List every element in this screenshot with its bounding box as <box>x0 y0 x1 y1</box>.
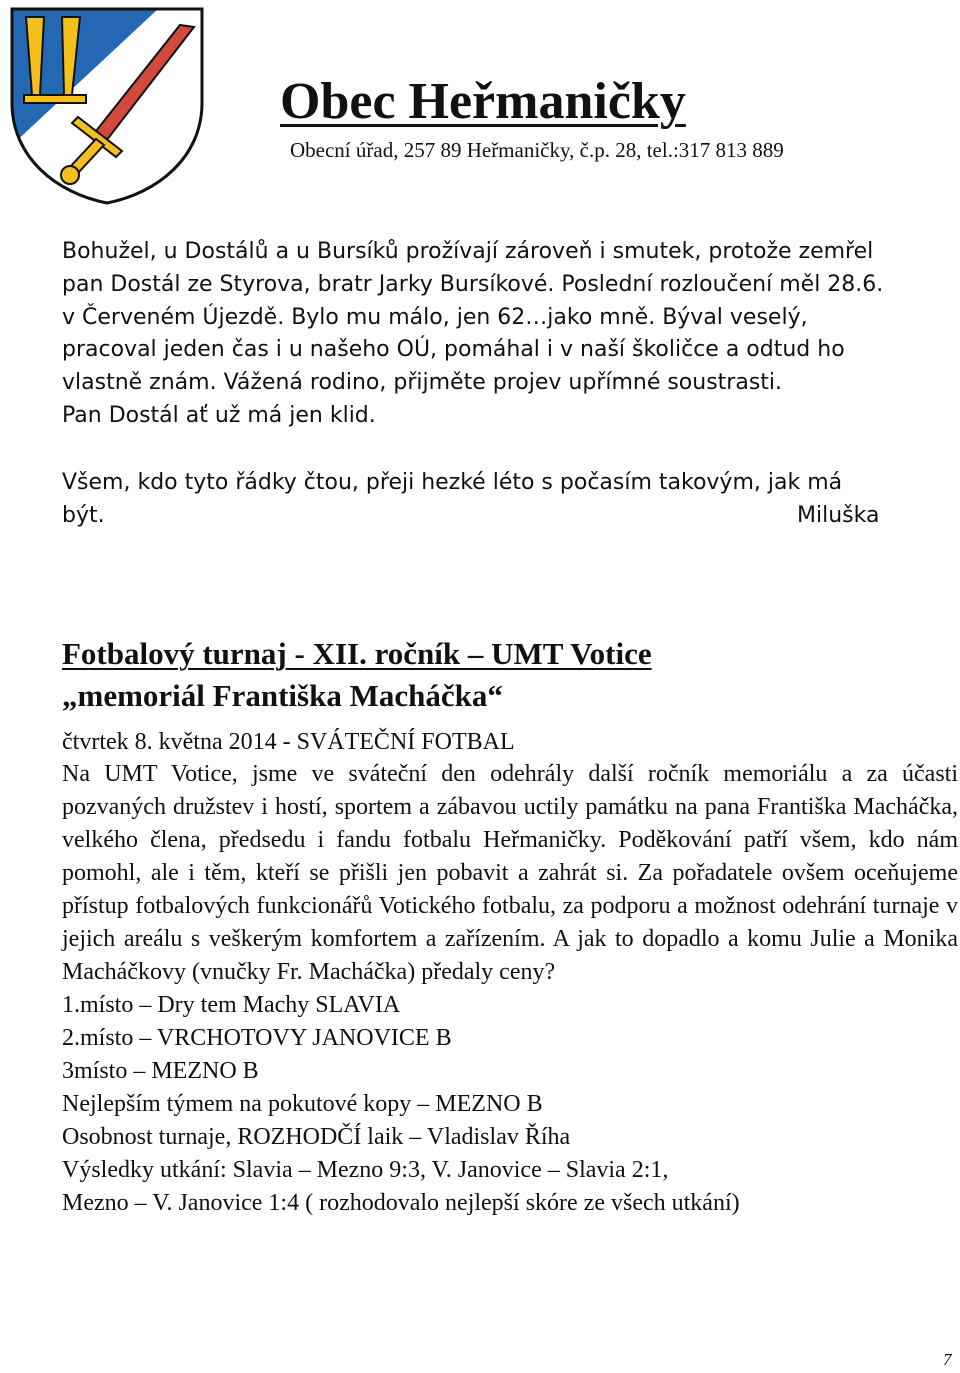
memorial-heading: „memoriál Františka Macháčka“ <box>62 678 503 713</box>
page-number: 7 <box>943 1350 952 1369</box>
result-item: 3místo – MEZNO B <box>62 1058 259 1084</box>
results-list <box>62 989 958 1220</box>
page-title: Obec Heřmaničky <box>280 73 686 130</box>
result-item: Nejlepším týmem na pokutové kopy – MEZNO B <box>62 1091 543 1117</box>
football-report <box>62 758 958 1220</box>
condolence-text: Bohužel, u Dostálů a u Bursíků prožívají zároveň i smutek, protože zemřel pan Dostál ze Styrova, bratr Jarky Bursíkové. Poslední rozloučení měl 28.6. v Červeném Újezdě. Bylo mu málo, jen 62…jako mně. Býval veselý, pracoval jeden čas i u našeho OÚ, pomáhal i v naší školičce a odtud ho vlastně znám. Vážená rodino, přijměte projev upřímné soustrasti. <box>62 239 884 396</box>
result-item: Mezno – V. Janovice 1:4 ( rozhodovalo nejlepší skóre ze všech utkání) <box>62 1190 740 1216</box>
event-date-line: čtvrtek 8. května 2014 - SVÁTEČNÍ FOTBAL <box>62 729 515 755</box>
result-item: 1.místo – Dry tem Machy SLAVIA <box>62 992 401 1018</box>
coat-of-arms-logo <box>8 5 206 205</box>
result-item: Výsledky utkání: Slavia – Mezno 9:3, V. Janovice – Slavia 2:1, <box>62 1157 669 1183</box>
signature: Miluška <box>797 502 880 528</box>
crest-tine-bar <box>24 95 86 103</box>
condolence-closing: Pan Dostál ať už má jen klid. <box>62 402 376 428</box>
condolence-section <box>62 236 902 433</box>
result-item: 2.místo – VRCHOTOVY JANOVICE B <box>62 1025 452 1051</box>
football-heading: Fotbalový turnaj - XII. ročník – UMT Votice <box>62 636 652 671</box>
wishes-section <box>62 467 902 532</box>
wishes-line-1: Všem, kdo tyto řádky čtou, přeji hezké léto s počasím takovým, jak má <box>62 470 843 495</box>
wishes-line-2: být. <box>62 502 105 528</box>
football-report-text: Na UMT Votice, jsme ve sváteční den odehrály další ročník memoriálu a za účasti pozvaných družstev i hostí, sportem a zábavou uctily památku na pana Františka Macháčka, velkého člena, předsedu i fandu fotbalu Heřmaničky. Poděkování patří všem, kdo nám pomohl, ale i těm, kteří se přišli jen pobavit a zahrát si. Za pořadatele ovšem oceňujeme přístup fotbalových funkcionářů Votického fotbalu, za podporu a možnost odehrání turnaje v jejich areálu s veškerým komfortem a zařízením. A jak to dopadlo a komu Julie a Monika Macháčkovy (vnučky Fr. Macháčka) předaly ceny? <box>62 761 958 985</box>
office-address: Obecní úřad, 257 89 Heřmaničky, č.p. 28, tel.:317 813 889 <box>290 138 784 162</box>
result-item: Osobnost turnaje, ROZHODČÍ laik – Vladislav Říha <box>62 1124 571 1150</box>
